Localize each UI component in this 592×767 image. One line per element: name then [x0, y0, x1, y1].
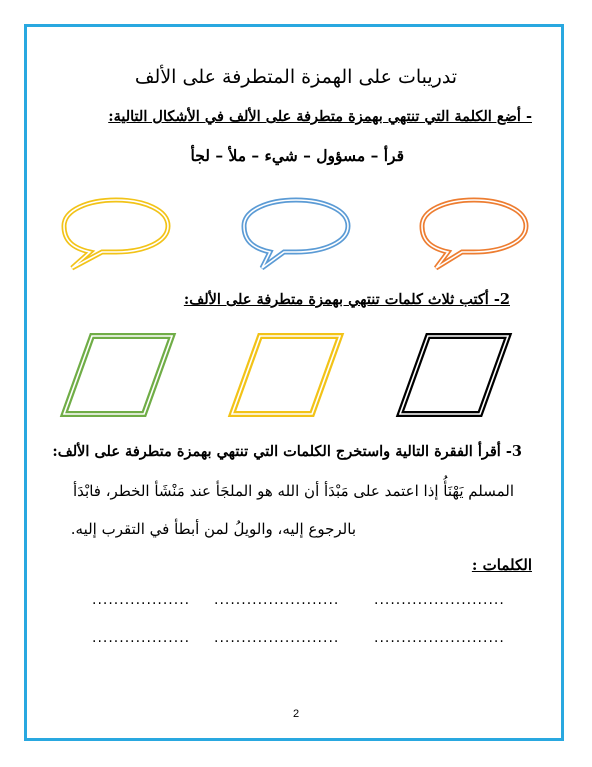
- question-2-instruction: 2- أكتب ثلاث كلمات تنتهي بهمزة متطرفة على الألف:: [183, 291, 510, 308]
- speech-bubble-yellow[interactable]: [60, 196, 172, 272]
- parallelogram-yellow[interactable]: [228, 332, 344, 418]
- question-1-instruction: - أضع الكلمة التي تنتهي بهمزة متطرفة على الألف في الأشكال التالية:: [108, 108, 532, 125]
- question-1-word-list: قرأ – مسؤول – شيء – ملأ – لجأ: [190, 146, 404, 165]
- parallelogram-green[interactable]: [60, 332, 176, 418]
- answer-blank[interactable]: ..................: [92, 630, 191, 646]
- answer-blank[interactable]: .......................: [214, 630, 340, 646]
- answer-blank[interactable]: ........................: [374, 630, 505, 646]
- question-3-instruction: 3- أقرأ الفقرة التالية واستخرج الكلمات التي تنتهي بهمزة متطرفة على الألف:: [52, 443, 522, 460]
- paragraph-line-1: المسلم يَهْنَأُ إذا اعتمد على مَبْدَأ أن الله هو الملجَأ عند مَنْشَأ الخطر، فابْدَأ: [72, 482, 514, 500]
- answer-blank[interactable]: ..................: [92, 592, 191, 608]
- speech-bubble-orange[interactable]: [418, 196, 530, 272]
- speech-bubble-blue[interactable]: [240, 196, 352, 272]
- answer-blank[interactable]: ........................: [374, 592, 505, 608]
- answer-blank[interactable]: .......................: [214, 592, 340, 608]
- parallelogram-black[interactable]: [396, 332, 512, 418]
- words-label: الكلمات :: [471, 556, 532, 574]
- paragraph-line-2: بالرجوع إليه، والويلُ لمن أبطأ في التقرب إليه.: [70, 520, 356, 538]
- page-number: 2: [292, 708, 300, 720]
- page-title: تدريبات على الهمزة المتطرفة على الألف: [134, 66, 458, 88]
